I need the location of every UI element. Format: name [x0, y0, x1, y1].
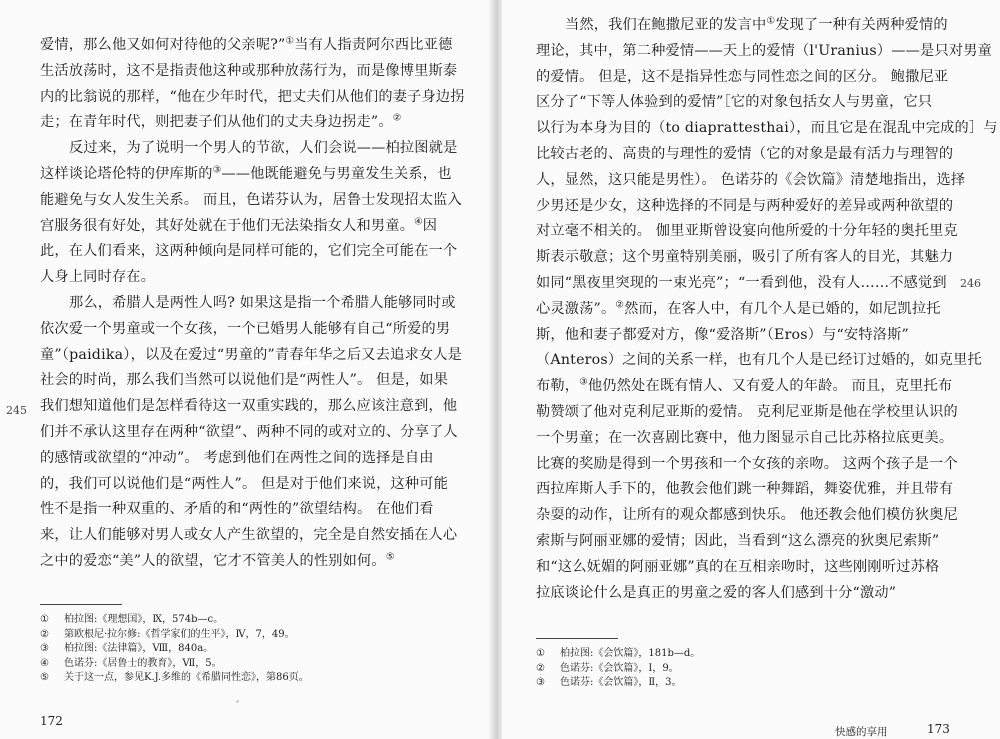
footnote-text: 关于这一点，参见K.J.多维的《希腊同性恋》，第86页。	[64, 672, 309, 684]
text-run: 来，让人们能够对男人或女人产生欲望的，完全是自然安插在人心	[40, 527, 458, 544]
footnote	[40, 642, 460, 657]
text-run: 一个男童；在一次喜剧比赛中，他力图显示自己比苏格拉底更美。	[536, 429, 954, 446]
text-run: 如同“黑夜里突现的一束光亮”；“一看到他，没有人……不感觉到	[536, 274, 947, 291]
text-line	[40, 523, 458, 549]
text-line	[536, 13, 956, 39]
text-run: 的感情或欲望的“冲动”。 考虑到他们在两性之间的选择是自由	[40, 449, 434, 466]
text-line	[40, 472, 458, 498]
text-run: 这样谈论塔伦特的伊库斯的	[40, 165, 213, 182]
text-run: 发现了一种有关两种爱情的	[775, 17, 948, 33]
text-run: 他仍然处在既有情人、又有爱人的年龄。 而且，克里托布	[587, 378, 953, 395]
text-run: 人，显然，这只能是男性）。 色诺芬的《会饮篇》清楚地指出，选择	[536, 171, 966, 188]
text-run: 因	[422, 217, 438, 234]
left-body-text	[40, 33, 465, 575]
footnote-text: 柏拉图:《理想国》，Ⅸ，574b—c。	[64, 614, 224, 625]
text-run: 宫服务很有好处，其好处就在于他们无法染指女人和男童。	[40, 217, 415, 234]
text-line	[536, 90, 956, 116]
text-run: 当然，我们在鲍撒尼亚的发言中	[565, 17, 767, 33]
text-run: 布勒，	[536, 378, 580, 395]
text-run: 以行为本身为目的（to diaprattesthai），而且它是在混乱中完成的］与	[536, 120, 998, 137]
text-run: 内的比翁说的那样，“他在少年时代，把丈夫们从他们的妻子身边拐	[40, 88, 465, 105]
text-line	[536, 116, 998, 142]
text-line	[40, 497, 458, 523]
text-line	[40, 162, 458, 188]
text-line	[536, 194, 956, 220]
text-run: 杂耍的动作，让所有的观众都感到快乐。 他还教会他们模仿狄奥尼	[536, 507, 958, 524]
text-run: 的，我们可以说他们是“两性人”。 但是对于他们来说，这种可能	[40, 475, 449, 492]
text-line	[40, 368, 458, 394]
footnote	[536, 647, 956, 662]
text-line	[40, 343, 463, 369]
text-run: 当有人指责阿尔西比亚德	[294, 37, 453, 53]
text-line	[536, 374, 956, 400]
text-run: 斯，他和妻子都爱对方，像“爱洛斯”（Eros）与“安特洛斯”	[536, 326, 909, 343]
text-run: 爱情，那么他又如何对待他的父亲呢?”	[40, 37, 286, 53]
text-run: 比赛的奖励是得到一个男孩和一个女孩的亲吻。 这两个孩子是一个	[536, 455, 958, 472]
text-line	[536, 245, 956, 271]
margin-page-reference: 245	[6, 404, 27, 417]
text-line	[40, 136, 458, 162]
text-run: 区分了“下等人体验到的爱情”［它的对象包括女人与男童，它只	[536, 94, 933, 111]
text-line	[536, 529, 956, 555]
footnote-marker: ③	[579, 376, 588, 388]
footnote-marker: ④	[414, 215, 423, 227]
text-line	[40, 317, 458, 343]
text-run: 和“这么妩媚的阿丽亚娜”真的在互相亲吻时，这些刚刚听过苏格	[536, 558, 940, 575]
text-run: 斯表示敬意；这个男童特别美丽，吸引了所有客人的目光，其魅力	[536, 249, 954, 266]
footnote-text: 第欧根尼·拉尔修:《哲学家们的生平》，Ⅳ，7，49。	[64, 628, 295, 640]
footnote-marker: ①	[285, 35, 295, 47]
text-line	[536, 271, 956, 297]
text-line	[536, 452, 956, 478]
footnote	[536, 662, 956, 677]
text-run: 比较古老的、高贵的与理性的爱情（它的对象是最有活力与理智的	[536, 145, 954, 162]
footnote-number: ②	[536, 662, 545, 674]
page-number: 172	[40, 714, 63, 728]
text-run: ——他既能避免与男童发生关系，也	[221, 165, 452, 182]
left-footnotes	[40, 613, 460, 686]
text-run: 们并不承认这里存在两种“欲望”、两种不同的或对立的、分享了人	[40, 423, 458, 440]
footnote	[40, 628, 460, 643]
text-line	[536, 581, 956, 607]
footnote-text: 柏拉图:《法律篇》，Ⅷ，840a。	[64, 643, 214, 655]
footnote-marker: ②	[392, 112, 402, 124]
footnote-rule	[40, 604, 122, 605]
text-line	[40, 549, 458, 575]
footnote	[40, 657, 460, 672]
text-run: 社会的时尚，那么我们当然可以说他们是“两性人”。 但是，如果	[40, 372, 449, 389]
text-line	[40, 446, 458, 472]
text-line	[40, 85, 465, 111]
text-run: 少男还是少女，这种选择的不同是与两种爱好的差异或两种欲望的	[536, 197, 954, 214]
text-run: 此，在人们看来，这两种倾向是同样可能的，它们完全可能在一个	[40, 243, 458, 260]
text-run: 童”（paidika），以及在爱过“男童的”青春年华之后又去追求女人是	[40, 346, 463, 363]
footnote-marker: ①	[766, 15, 776, 27]
text-line	[536, 400, 956, 426]
text-line	[40, 110, 458, 136]
text-line	[40, 291, 458, 317]
text-run: 之中的爱恋“美”人的欲望，它才不管美人的性别如何。	[40, 552, 386, 569]
text-run: 然而，在客人中，有几个人是已婚的，如尼凯拉托	[624, 300, 941, 317]
text-line	[40, 188, 462, 214]
right-footnotes	[536, 647, 956, 691]
footnote-marker: ②	[615, 299, 625, 311]
text-line	[536, 65, 956, 91]
text-run: （Anteros）之间的关系一样，也有几个人是已经订过婚的，如克里托	[536, 352, 982, 369]
footnote-marker: ⑤	[385, 551, 395, 563]
text-line	[536, 426, 956, 452]
footnote-marker: ③	[212, 164, 222, 176]
text-line	[536, 477, 956, 503]
footnote-rule	[536, 638, 618, 639]
scan-speck	[236, 700, 239, 703]
text-line	[40, 214, 458, 240]
footnote-text: 色诺芬:《会饮篇》，Ⅱ，3。	[560, 677, 682, 689]
text-run: 那么，希腊人是两性人吗? 如果这是指一个希腊人能够同时或	[69, 294, 456, 311]
text-run: 勒赞颂了他对克利尼亚斯的爱情。 克利尼亚斯是他在学校里认识的	[536, 403, 958, 420]
text-run: 的爱情。 但是，这不是指异性恋与同性恋之间的区分。 鲍撒尼亚	[536, 68, 949, 85]
footnote-text: 柏拉图:《会饮篇》，181b—d。	[560, 648, 701, 659]
text-run: 索斯与阿丽亚娜的爱情；因此，当看到“这么漂亮的狄奥尼索斯”	[536, 532, 940, 549]
footnote-number: ②	[40, 628, 49, 640]
running-head: 快感的享用	[835, 726, 888, 738]
text-line	[536, 142, 956, 168]
text-run: 能避免与女人发生关系。 而且，色诺芬认为，居鲁士发现招太监入	[40, 191, 462, 208]
text-run: 人身上同时存在。	[40, 269, 156, 286]
text-run: 西拉库斯人手下的，他教会他们跳一种舞蹈，舞姿优雅，并且带有	[536, 481, 954, 498]
footnote-number: ③	[536, 677, 545, 689]
text-line	[536, 323, 956, 349]
text-line	[40, 265, 458, 291]
text-run: 心灵激荡”。	[536, 300, 616, 317]
text-line	[40, 420, 458, 446]
footnote-number: ①	[40, 614, 49, 625]
footnote-number: ⑤	[40, 672, 49, 684]
text-line	[40, 239, 458, 265]
text-run: 对立毫不相关的。 伽里亚斯曾设宴向他所爱的十分年轻的奥托里克	[536, 223, 958, 240]
text-line	[536, 39, 992, 65]
text-line	[536, 297, 956, 323]
footnote-text: 色诺芬:《会饮篇》，Ⅰ，9。	[560, 662, 679, 674]
text-run: 依次爱一个男童或一个女孩，一个已婚男人能够有自己“所爱的男	[40, 320, 451, 337]
text-run: 我们想知道他们是怎样看待这一双重实践的，那么应该注意到，他	[40, 398, 458, 415]
right-page	[502, 0, 1000, 739]
text-line	[40, 33, 458, 59]
footnote	[40, 671, 460, 686]
footnote-number: ①	[536, 648, 545, 659]
footnote	[40, 613, 460, 628]
text-run: 理论，其中，第二种爱情——天上的爱情（l'Uranius）——是只对男童	[536, 42, 992, 59]
text-line	[536, 348, 982, 374]
text-line	[536, 219, 956, 245]
text-line	[536, 503, 956, 529]
text-run: 性不是指一种双重的、矛盾的和“两性的”欲望结构。 在他们看	[40, 501, 434, 518]
text-line	[536, 168, 966, 194]
text-run: 拉底谈论什么是真正的男童之爱的客人们感到十分“激动”	[536, 584, 897, 601]
footnote-number: ④	[40, 657, 49, 669]
footnote-text: 色诺芬:《居鲁士的教育》，Ⅶ，5。	[64, 657, 222, 669]
text-run: 走；在青年时代，则把妻子们从他们的丈夫身边拐走”。	[40, 114, 393, 131]
text-line	[40, 59, 458, 85]
text-line	[40, 394, 458, 420]
footnote-number: ③	[40, 643, 49, 655]
text-line	[536, 555, 956, 581]
text-run: 生活放荡时，这不是指责他这种或那种放荡行为，而是像博里斯泰	[40, 62, 458, 79]
footnote	[536, 676, 956, 691]
left-page	[0, 0, 490, 739]
margin-page-reference: 246	[960, 277, 981, 290]
text-run: 反过来，为了说明一个男人的节欲，人们会说——柏拉图就是	[69, 140, 458, 157]
page-number: 173	[927, 722, 950, 736]
